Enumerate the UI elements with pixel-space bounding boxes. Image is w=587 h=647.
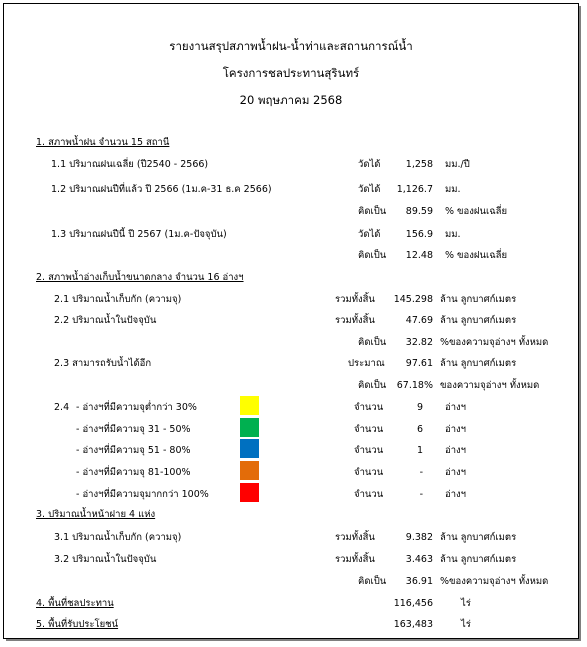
level-row-label: - อ่างฯที่มีความจุ 81-100% (76, 467, 191, 478)
rain-avg-value: 1,258 (405, 159, 433, 170)
rain-lastyear-key: วัดได้ (358, 184, 381, 195)
level-row-label: - อ่างฯที่มีความจุ 31 - 50% (76, 424, 191, 435)
reservoir-remaining-pct-unit: ของความจุอ่างฯ ทั้งหมด (440, 380, 540, 391)
reservoir-current-unit: ล้าน ลูกบาศก์เมตร (440, 315, 517, 326)
reservoir-current-value: 47.69 (405, 315, 433, 326)
level-count-unit: อ่างฯ (445, 424, 467, 435)
level-row-label: - อ่างฯที่มีความจุ 51 - 80% (76, 445, 191, 456)
rain-avg-key: วัดได้ (358, 159, 381, 170)
level-row-label: - อ่างฯที่มีความจุต่ำกว่า 30% (76, 402, 197, 413)
level-count-key: จำนวน (354, 489, 384, 500)
level-color-swatch (240, 483, 259, 502)
weir-capacity-value: 9.382 (405, 532, 433, 543)
report-subtitle: โครงการชลประทานสุรินทร์ (222, 66, 360, 80)
reservoir-remaining-key: ประมาณ (348, 358, 385, 369)
level-count-key: จำนวน (354, 467, 384, 478)
level-count-key: จำนวน (354, 402, 384, 413)
reservoir-remaining-pct-value: 67.18% (396, 380, 433, 391)
level-count-value: - (419, 489, 423, 500)
report-date: 20 พฤษภาคม 2568 (239, 93, 343, 107)
reservoir-capacity-unit: ล้าน ลูกบาศก์เมตร (440, 294, 517, 305)
report-frame (3, 3, 579, 639)
level-count-value: 9 (416, 402, 423, 413)
rain-lastyear-pct-value: 89.59 (405, 206, 433, 217)
level-count-value: 1 (416, 445, 423, 456)
benefit-area-value: 163,483 (393, 619, 433, 630)
reservoir-remaining-label: 2.3 สามารถรับน้ำได้อีก (54, 358, 152, 369)
benefit-area-unit: ไร่ (461, 619, 471, 630)
reservoir-remaining-value: 97.61 (405, 358, 433, 369)
level-color-swatch (240, 418, 259, 437)
reservoir-current-pct-unit: %ของความจุอ่างฯ ทั้งหมด (440, 337, 549, 348)
level-count-unit: อ่างฯ (445, 402, 467, 413)
section-5-title: 5. พื้นที่รับประโยชน์ (36, 619, 119, 630)
reservoir-remaining-pct-key: คิดเป็น (358, 380, 387, 391)
weir-current-unit: ล้าน ลูกบาศก์เมตร (440, 554, 517, 565)
rain-lastyear-pct-unit: % ของฝนเฉลี่ย (445, 206, 508, 217)
irrigated-area-value: 116,456 (393, 598, 433, 609)
weir-current-pct-value: 36.91 (405, 576, 433, 587)
level-count-unit: อ่างฯ (445, 467, 467, 478)
level-color-swatch (240, 396, 259, 415)
rain-thisyear-unit: มม. (445, 229, 461, 240)
reservoir-capacity-label: 2.1 ปริมาณน้ำเก็บกัก (ความจุ) (54, 294, 182, 305)
reservoir-capacity-key: รวมทั้งสิ้น (335, 294, 375, 305)
rain-lastyear-label: 1.2 ปริมาณฝนปีที่แล้ว ปี 2566 (1ม.ค-31 ธ.ค 2566) (51, 184, 272, 195)
irrigated-area-unit: ไร่ (461, 598, 471, 609)
level-count-unit: อ่างฯ (445, 489, 467, 500)
section-1-title: 1. สภาพน้ำฝน จำนวน 15 สถานี (36, 137, 170, 148)
level-count-unit: อ่างฯ (445, 445, 467, 456)
reservoir-levels-number: 2.4 (54, 402, 70, 413)
rain-lastyear-unit: มม. (445, 184, 461, 195)
reservoir-current-pct-key: คิดเป็น (358, 337, 387, 348)
level-color-swatch (240, 461, 259, 480)
rain-thisyear-pct-key: คิดเป็น (358, 250, 387, 261)
section-4-title: 4. พื้นที่ชลประทาน (36, 598, 114, 609)
weir-current-label: 3.2 ปริมาณน้ำในปัจจุบัน (54, 554, 157, 565)
rain-thisyear-key: วัดได้ (358, 229, 381, 240)
level-count-key: จำนวน (354, 445, 384, 456)
rain-thisyear-value: 156.9 (405, 229, 433, 240)
rain-thisyear-label: 1.3 ปริมาณฝนปีนี้ ปี 2567 (1ม.ค-ปัจจุบัน) (51, 229, 227, 240)
rain-thisyear-pct-value: 12.48 (405, 250, 433, 261)
level-count-value: 6 (416, 424, 423, 435)
rain-avg-unit: มม./ปี (445, 159, 470, 170)
level-row-label: - อ่างฯที่มีความจุมากกว่า 100% (76, 489, 209, 500)
reservoir-current-label: 2.2 ปริมาณน้ำในปัจจุบัน (54, 315, 157, 326)
weir-current-pct-unit: %ของความจุอ่างฯ ทั้งหมด (440, 576, 549, 587)
weir-capacity-key: รวมทั้งสิ้น (335, 532, 375, 543)
level-color-swatch (240, 439, 259, 458)
reservoir-capacity-value: 145.298 (393, 294, 433, 305)
rain-lastyear-value: 1,126.7 (396, 184, 433, 195)
weir-capacity-unit: ล้าน ลูกบาศก์เมตร (440, 532, 517, 543)
section-2-title: 2. สภาพน้ำอ่างเก็บน้ำขนาดกลาง จำนวน 16 อ่างฯ (36, 272, 244, 283)
rain-thisyear-pct-unit: % ของฝนเฉลี่ย (445, 250, 508, 261)
weir-current-pct-key: คิดเป็น (358, 576, 387, 587)
reservoir-current-key: รวมทั้งสิ้น (335, 315, 375, 326)
rain-lastyear-pct-key: คิดเป็น (358, 206, 387, 217)
level-count-value: - (419, 467, 423, 478)
level-count-key: จำนวน (354, 424, 384, 435)
reservoir-current-pct-value: 32.82 (405, 337, 433, 348)
weir-current-value: 3.463 (405, 554, 433, 565)
rain-avg-label: 1.1 ปริมาณฝนเฉลี่ย (ปี2540 - 2566) (51, 159, 209, 170)
report-title: รายงานสรุปสภาพน้ำฝน-น้ำท่าและสถานการณ์น้ำ (169, 39, 413, 53)
reservoir-remaining-unit: ล้าน ลูกบาศก์เมตร (440, 358, 517, 369)
weir-capacity-label: 3.1 ปริมาณน้ำเก็บกัก (ความจุ) (54, 532, 182, 543)
weir-current-key: รวมทั้งสิ้น (335, 554, 375, 565)
section-3-title: 3. ปริมาณน้ำหน้าฝาย 4 แห่ง (36, 509, 156, 520)
